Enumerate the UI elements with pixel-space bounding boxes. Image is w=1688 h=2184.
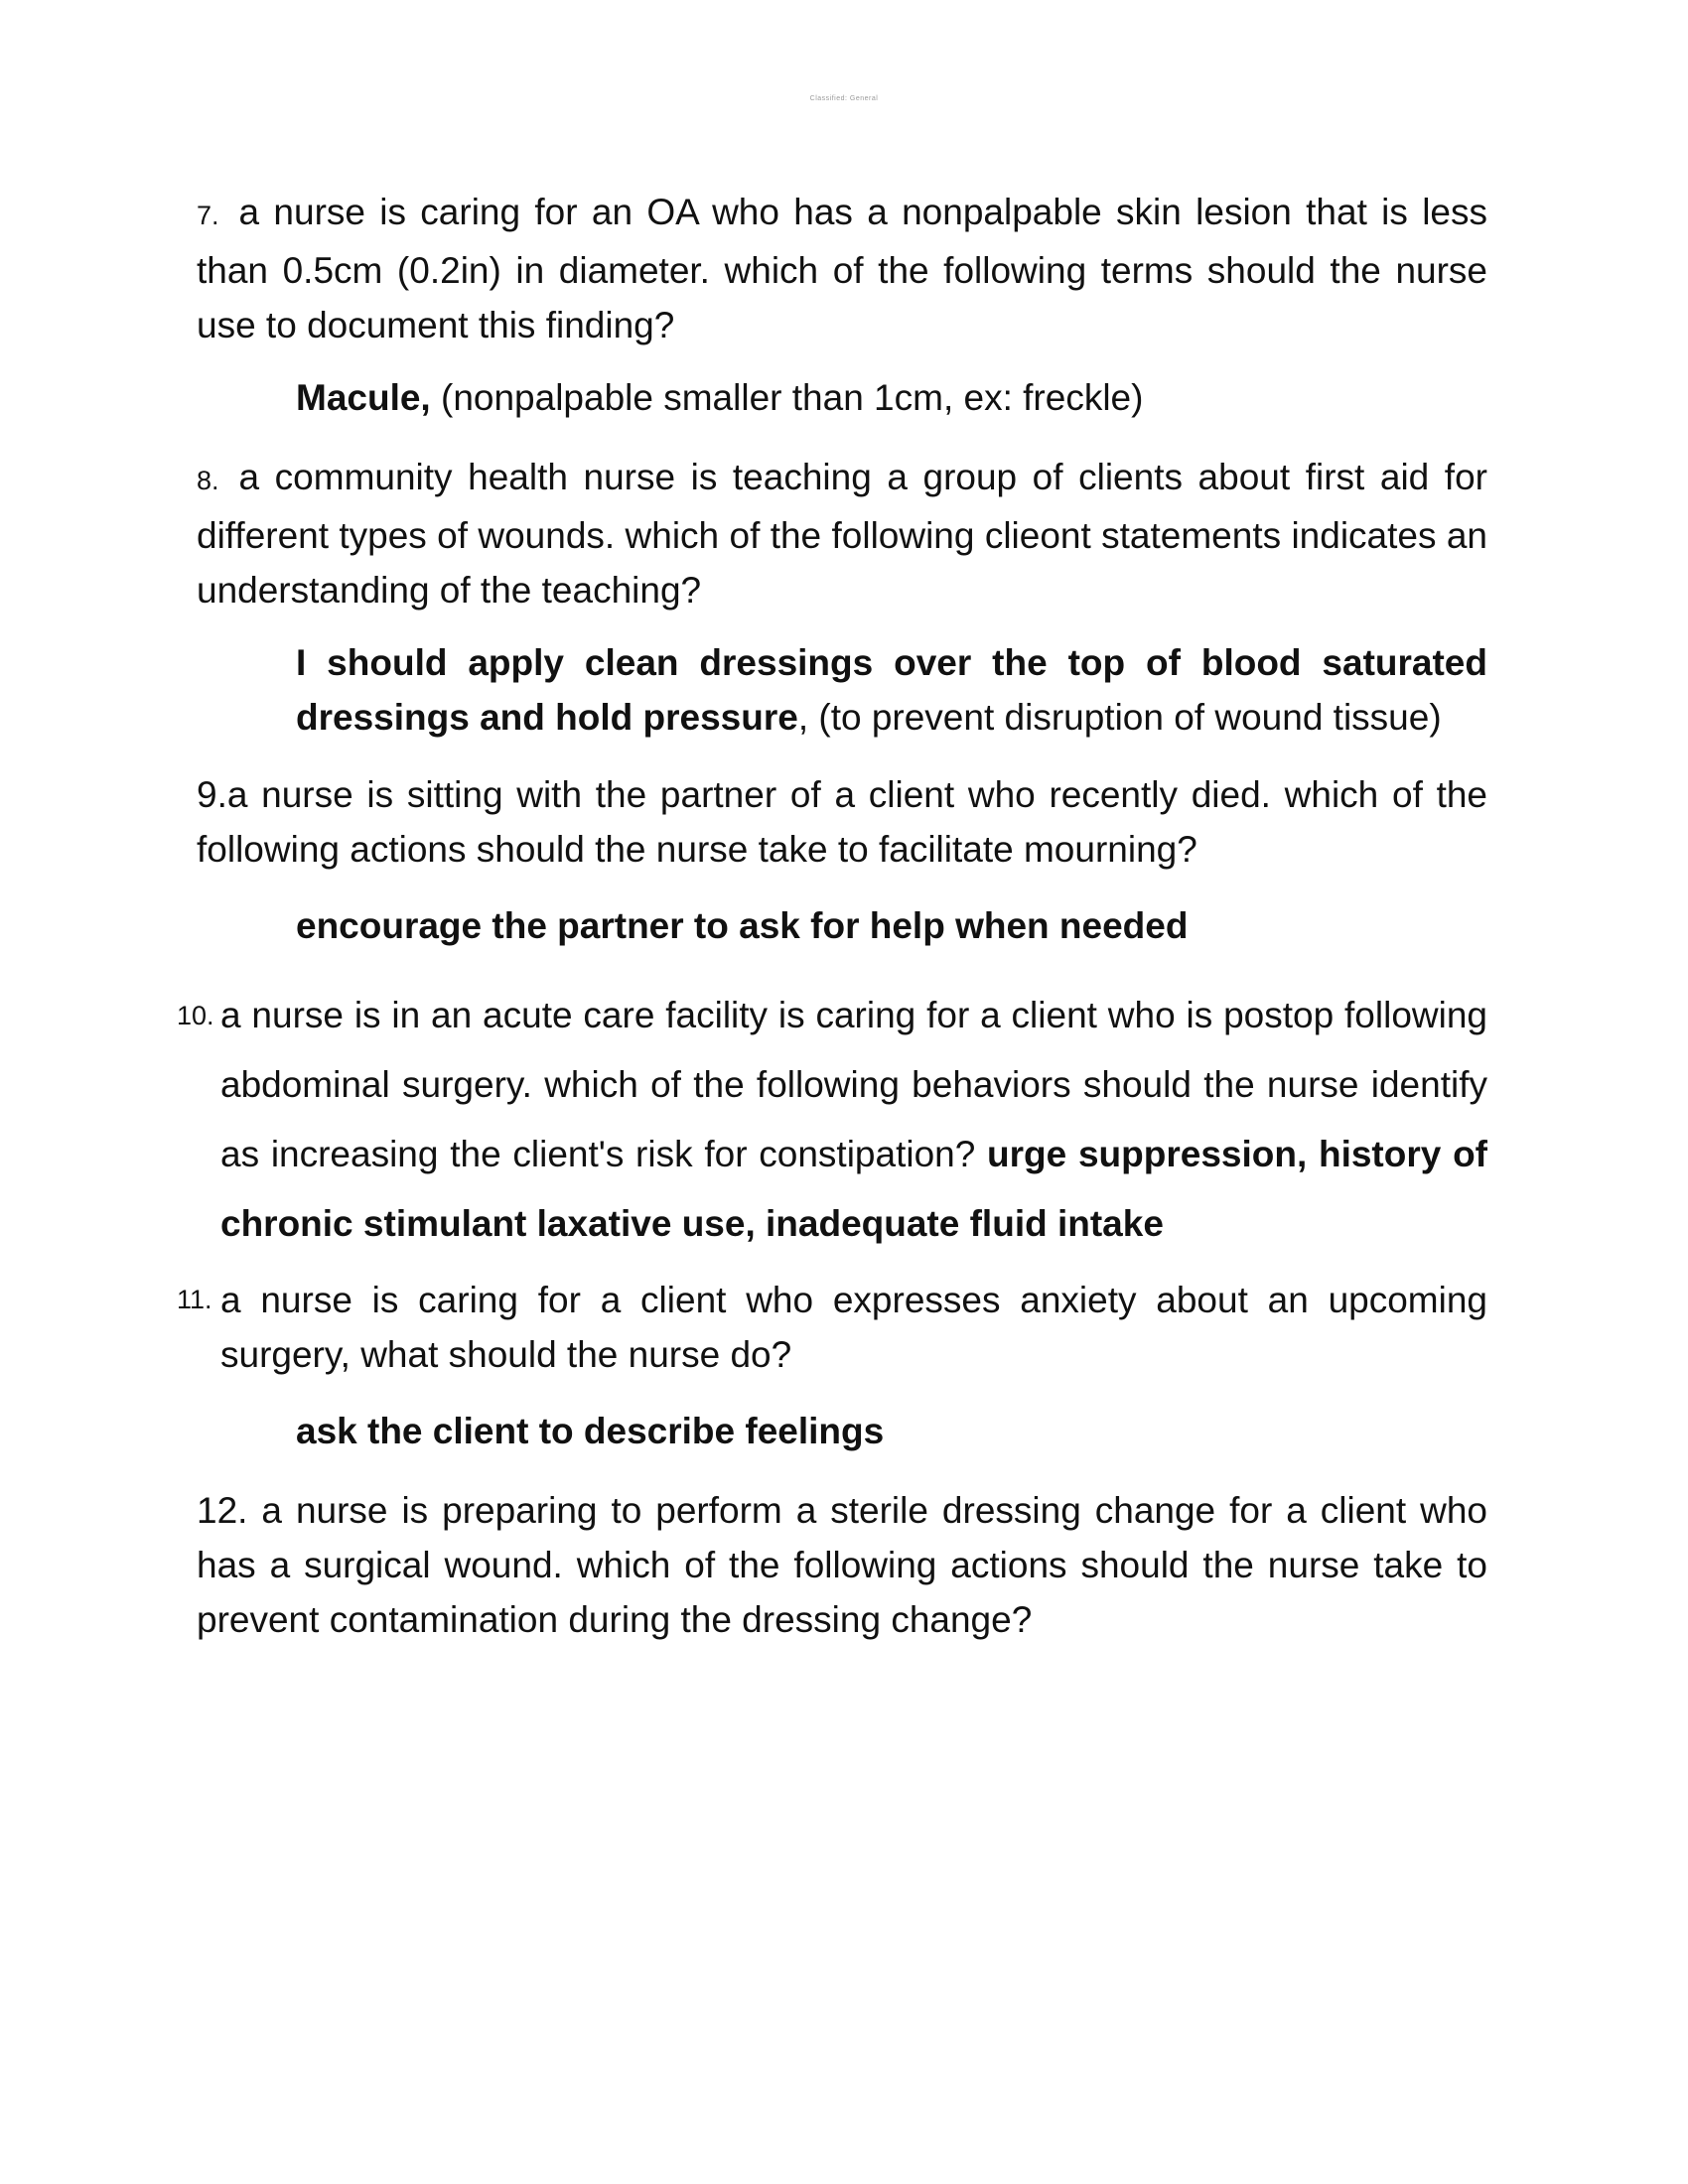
answer-11 xyxy=(296,1404,1487,1458)
answer-11-bold: ask the client to describe feelings xyxy=(296,1411,885,1451)
question-12-text: 12. a nurse is preparing to perform a sterile dressing change for a client who has a surgical wound. which of the following actions should the nurse take to prevent contamination during the dressing change? xyxy=(197,1490,1487,1640)
question-8-text: a community health nurse is teaching a group of clients about first aid for different types of wounds. which of the following clieont statements indicates an understanding of the teaching? xyxy=(197,457,1487,611)
answer-7 xyxy=(296,370,1487,425)
question-10-text: a nurse is in an acute care facility is caring for a client who is postop following abdominal surgery. which of the following behaviors should the nurse identify as increasing the client's risk for constipation? xyxy=(220,995,1487,1174)
classification-header: Classified: General xyxy=(809,95,879,102)
question-11 xyxy=(177,1273,1487,1382)
question-10-body xyxy=(220,981,1487,1259)
question-10 xyxy=(177,981,1487,1259)
answer-8-rest: , (to prevent disruption of wound tissue) xyxy=(797,697,1442,738)
answer-7-bold: Macule, xyxy=(296,377,431,418)
question-11-body xyxy=(220,1273,1487,1382)
question-8 xyxy=(197,450,1487,617)
question-8-number: 8. xyxy=(197,466,219,495)
answer-10-bold: urge suppression, history of chronic stimulant laxative use, inadequate fluid intake xyxy=(220,1134,1487,1244)
question-11-text: a nurse is caring for a client who expresses anxiety about an upcoming surgery, what should the nurse do? xyxy=(220,1280,1487,1375)
question-10-number: 10. xyxy=(177,1001,214,1030)
question-7-number: 7. xyxy=(197,201,219,230)
question-9 xyxy=(197,767,1487,877)
question-7 xyxy=(197,185,1487,352)
question-7-text: a nurse is caring for an OA who has a nonpalpable skin lesion that is less than 0.5cm (0.2in) in diameter. which of the following terms should the nurse use to document this finding? xyxy=(197,192,1487,345)
answer-9-bold: encourage the partner to ask for help when needed xyxy=(296,905,1189,946)
question-9-text: 9.a nurse is sitting with the partner of a client who recently died. which of the following actions should the nurse take to facilitate mourning? xyxy=(197,774,1487,870)
answer-8 xyxy=(296,635,1487,745)
answer-9 xyxy=(296,898,1487,953)
answer-8-bold: I should apply clean dressings over the top of blood saturated dressings and hold pressure xyxy=(296,642,1487,738)
answer-7-rest: (nonpalpable smaller than 1cm, ex: freckle) xyxy=(430,377,1144,418)
question-12 xyxy=(197,1483,1487,1647)
question-11-number: 11. xyxy=(177,1285,212,1314)
